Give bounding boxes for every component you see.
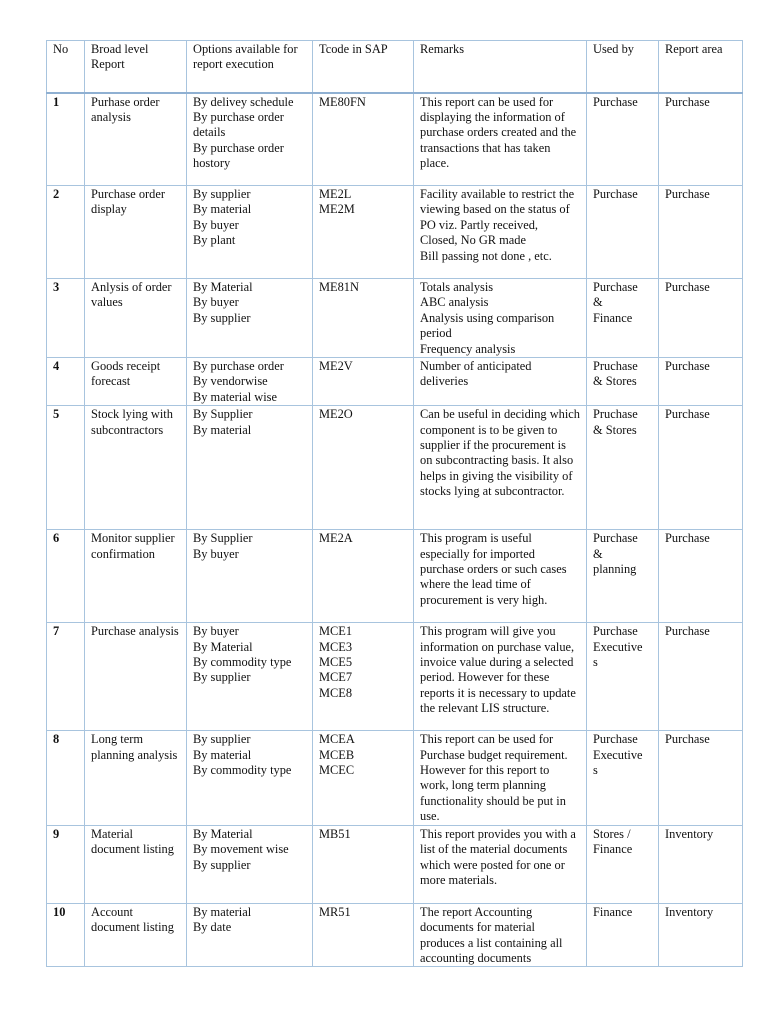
cell-report: Monitor supplier confirmation — [85, 530, 187, 623]
cell-area: Purchase — [659, 731, 743, 825]
header-no: No — [47, 41, 85, 93]
cell-used-by: Purchase Executive s — [587, 623, 659, 731]
cell-remarks: This program is useful especially for imported purchase orders or such cases where the lead time of procurement is very high. — [414, 530, 587, 623]
cell-used-by: Purchase Executive s — [587, 731, 659, 825]
cell-area: Inventory — [659, 903, 743, 967]
cell-options: By Material By movement wise By supplier — [187, 825, 313, 903]
table-row — [47, 530, 743, 623]
cell-no: 9 — [47, 825, 85, 903]
table-row — [47, 731, 743, 825]
cell-options: By material By date — [187, 903, 313, 967]
table-row — [47, 406, 743, 530]
header-broad-level-report: Broad level Report — [85, 41, 187, 93]
table-row — [47, 623, 743, 731]
cell-remarks: Totals analysis ABC analysis Analysis using comparison period Frequency analysis — [414, 279, 587, 358]
cell-remarks: The report Accounting documents for material produces a list containing all accounting documents — [414, 903, 587, 967]
cell-remarks: This report can be used for Purchase budget requirement. However for this report to work, long term planning functionality should be put in use. — [414, 731, 587, 825]
cell-remarks: This program will give you information on purchase value, invoice value during a selected period. However for these reports it is necessary to update the relevant LIS structure. — [414, 623, 587, 731]
cell-area: Purchase — [659, 186, 743, 279]
cell-remarks: This report provides you with a list of the material documents which were posted for one or more materials. — [414, 825, 587, 903]
cell-used-by: Purchase — [587, 93, 659, 186]
table-row — [47, 903, 743, 967]
header-tcode: Tcode in SAP — [313, 41, 414, 93]
cell-area: Purchase — [659, 93, 743, 186]
cell-options: By Supplier By buyer — [187, 530, 313, 623]
cell-no: 6 — [47, 530, 85, 623]
header-options: Options available for report execution — [187, 41, 313, 93]
cell-area: Purchase — [659, 406, 743, 530]
cell-tcode: MR51 — [313, 903, 414, 967]
table-row — [47, 279, 743, 358]
cell-report: Material document listing — [85, 825, 187, 903]
cell-area: Purchase — [659, 623, 743, 731]
cell-report: Purhase order analysis — [85, 93, 187, 186]
table-row — [47, 358, 743, 406]
sap-reports-table — [46, 40, 743, 967]
table-row — [47, 93, 743, 186]
cell-used-by: Pruchase & Stores — [587, 406, 659, 530]
header-row — [47, 41, 743, 93]
cell-tcode: MCEA MCEB MCEC — [313, 731, 414, 825]
cell-area: Purchase — [659, 358, 743, 406]
cell-tcode: ME2L ME2M — [313, 186, 414, 279]
cell-options: By Material By buyer By supplier — [187, 279, 313, 358]
cell-options: By Supplier By material — [187, 406, 313, 530]
cell-tcode: ME2A — [313, 530, 414, 623]
cell-remarks: Number of anticipated deliveries — [414, 358, 587, 406]
header-remarks: Remarks — [414, 41, 587, 93]
cell-tcode: MB51 — [313, 825, 414, 903]
cell-tcode: ME80FN — [313, 93, 414, 186]
cell-report: Account document listing — [85, 903, 187, 967]
cell-report: Goods receipt forecast — [85, 358, 187, 406]
cell-no: 8 — [47, 731, 85, 825]
cell-no: 4 — [47, 358, 85, 406]
cell-report: Purchase order display — [85, 186, 187, 279]
table-row — [47, 825, 743, 903]
cell-options: By supplier By material By buyer By plant — [187, 186, 313, 279]
cell-no: 7 — [47, 623, 85, 731]
cell-used-by: Pruchase & Stores — [587, 358, 659, 406]
cell-report: Long term planning analysis — [85, 731, 187, 825]
table-row — [47, 186, 743, 279]
cell-used-by: Stores / Finance — [587, 825, 659, 903]
cell-used-by: Purchase — [587, 186, 659, 279]
cell-area: Purchase — [659, 530, 743, 623]
cell-area: Purchase — [659, 279, 743, 358]
cell-no: 5 — [47, 406, 85, 530]
cell-options: By purchase order By vendorwise By material wise — [187, 358, 313, 406]
cell-report: Anlysis of order values — [85, 279, 187, 358]
cell-tcode: ME2O — [313, 406, 414, 530]
cell-report: Purchase analysis — [85, 623, 187, 731]
cell-tcode: MCE1 MCE3 MCE5 MCE7 MCE8 — [313, 623, 414, 731]
cell-tcode: ME81N — [313, 279, 414, 358]
cell-options: By delivey schedule By purchase order details By purchase order hostory — [187, 93, 313, 186]
cell-remarks: This report can be used for displaying the information of purchase orders created and the transactions that has taken place. — [414, 93, 587, 186]
cell-report: Stock lying with subcontractors — [85, 406, 187, 530]
cell-no: 2 — [47, 186, 85, 279]
cell-remarks: Facility available to restrict the viewing based on the status of PO viz. Partly received, Closed, No GR made Bill passing not done , etc. — [414, 186, 587, 279]
cell-options: By buyer By Material By commodity type By supplier — [187, 623, 313, 731]
header-report-area: Report area — [659, 41, 743, 93]
header-used-by: Used by — [587, 41, 659, 93]
cell-no: 10 — [47, 903, 85, 967]
cell-area: Inventory — [659, 825, 743, 903]
cell-no: 1 — [47, 93, 85, 186]
cell-used-by: Purchase & planning — [587, 530, 659, 623]
cell-used-by: Finance — [587, 903, 659, 967]
cell-no: 3 — [47, 279, 85, 358]
cell-options: By supplier By material By commodity type — [187, 731, 313, 825]
cell-remarks: Can be useful in deciding which component is to be given to supplier if the procurement is on subcontracting basis. It also helps in giving the visibility of stocks lying at subcontractor. — [414, 406, 587, 530]
cell-tcode: ME2V — [313, 358, 414, 406]
cell-used-by: Purchase & Finance — [587, 279, 659, 358]
